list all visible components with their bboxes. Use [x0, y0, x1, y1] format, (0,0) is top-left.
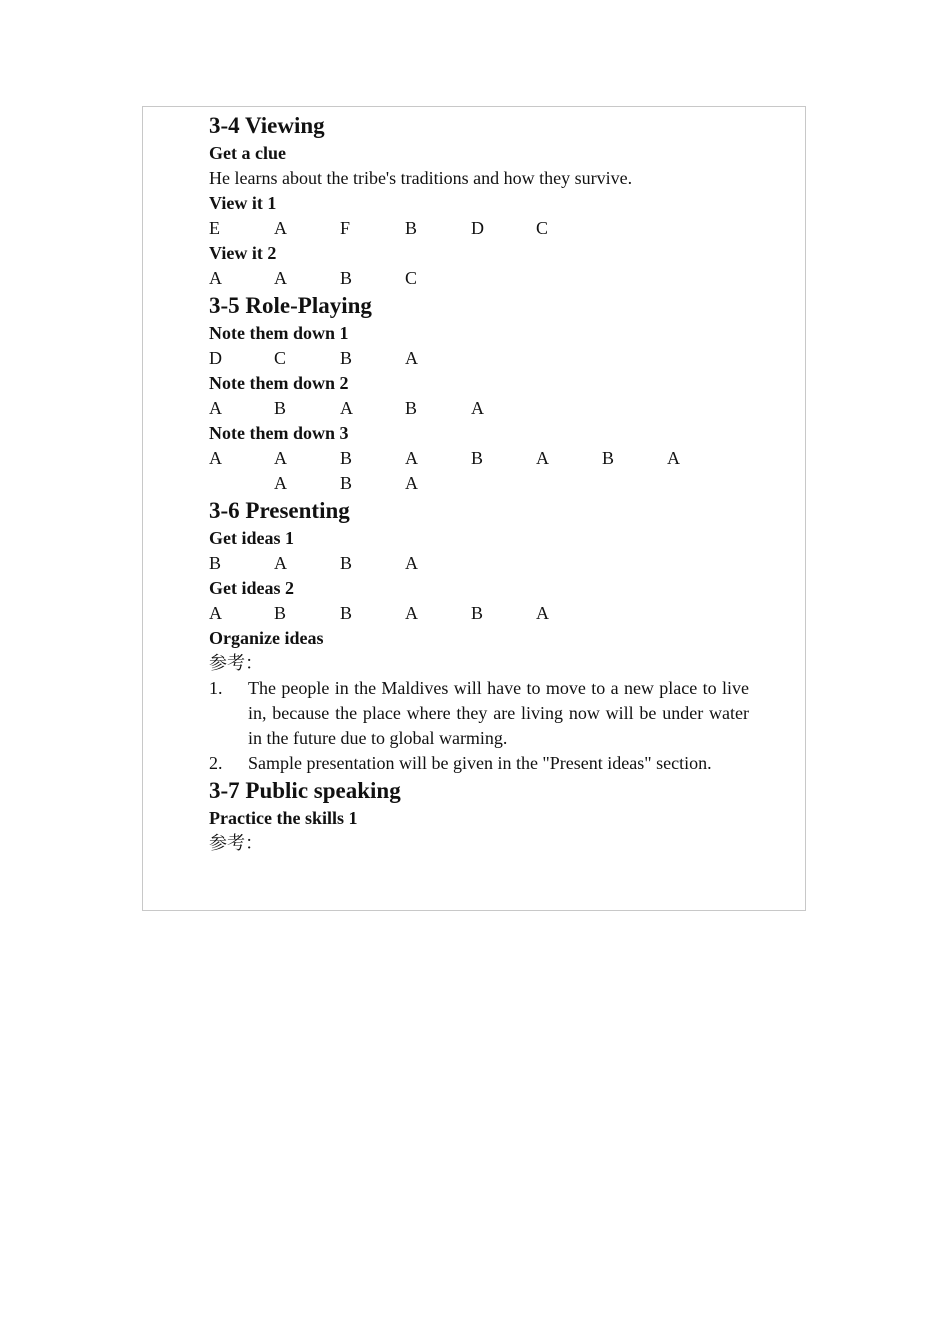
- organize-ideas-label: Organize ideas: [209, 628, 324, 648]
- answer-letter: B: [274, 603, 287, 623]
- answer-letter: C: [405, 268, 418, 288]
- list-item-text: Sample presentation will be given in the "Present ideas" section.: [248, 753, 712, 773]
- answer-letter: A: [405, 348, 418, 368]
- answer-letter: A: [471, 398, 484, 418]
- answer-letter: A: [209, 603, 222, 623]
- note-them-down-2-answers: [209, 396, 749, 421]
- answer-letter: B: [405, 398, 418, 418]
- document-page: [142, 106, 806, 911]
- answer-key-content: [209, 111, 749, 856]
- answer-letter: A: [209, 398, 222, 418]
- organize-ideas-list: [209, 676, 749, 776]
- answer-letter: A: [536, 448, 549, 468]
- answer-letter: B: [602, 448, 615, 468]
- reference-label: 参考：: [209, 833, 263, 853]
- practice-the-skills-1-label: Practice the skills 1: [209, 808, 358, 828]
- answer-letter: B: [340, 448, 353, 468]
- answer-letter: D: [209, 348, 222, 368]
- answer-letter: A: [405, 603, 418, 623]
- note-them-down-3-answers-row-1: [209, 446, 749, 471]
- section-3-4-title: 3-4 Viewing: [209, 113, 325, 138]
- list-item: [209, 751, 749, 776]
- answer-letter: A: [340, 398, 353, 418]
- answer-letter: A: [209, 448, 222, 468]
- section-3-7-title: 3-7 Public speaking: [209, 778, 401, 803]
- answer-letter: A: [274, 473, 287, 493]
- answer-letter: B: [340, 348, 353, 368]
- note-them-down-2-label: Note them down 2: [209, 373, 349, 393]
- answer-letter: B: [405, 218, 418, 238]
- answer-letter: A: [536, 603, 549, 623]
- answer-letter: F: [340, 218, 351, 238]
- answer-letter: E: [209, 218, 220, 238]
- note-them-down-3-label: Note them down 3: [209, 423, 349, 443]
- view-it-1-label: View it 1: [209, 193, 277, 213]
- answer-letter: B: [340, 268, 353, 288]
- answer-letter: B: [471, 603, 484, 623]
- get-ideas-1-answers: [209, 551, 749, 576]
- answer-letter: A: [405, 448, 418, 468]
- answer-letter: A: [405, 553, 418, 573]
- answer-letter: A: [274, 448, 287, 468]
- answer-letter: D: [471, 218, 484, 238]
- section-3-5-title: 3-5 Role-Playing: [209, 293, 372, 318]
- get-a-clue-label: Get a clue: [209, 143, 286, 163]
- answer-letter: B: [340, 553, 353, 573]
- note-them-down-1-answers: [209, 346, 749, 371]
- answer-letter: B: [274, 398, 287, 418]
- note-them-down-1-label: Note them down 1: [209, 323, 349, 343]
- note-them-down-3-answers-row-2: [209, 471, 749, 496]
- get-ideas-2-label: Get ideas 2: [209, 578, 294, 598]
- list-item-number: 2.: [209, 753, 223, 773]
- view-it-1-answers: [209, 216, 749, 241]
- answer-letter: B: [340, 603, 353, 623]
- get-a-clue-text: He learns about the tribe's traditions and how they survive.: [209, 168, 633, 188]
- answer-letter: A: [274, 268, 287, 288]
- answer-letter: A: [209, 268, 222, 288]
- answer-letter: B: [471, 448, 484, 468]
- answer-letter: B: [340, 473, 353, 493]
- answer-letter: C: [536, 218, 549, 238]
- answer-letter: A: [667, 448, 680, 468]
- get-ideas-2-answers: [209, 601, 749, 626]
- answer-letter: A: [405, 473, 418, 493]
- section-3-6-title: 3-6 Presenting: [209, 498, 350, 523]
- get-ideas-1-label: Get ideas 1: [209, 528, 294, 548]
- answer-letter: A: [274, 553, 287, 573]
- answer-letter: A: [274, 218, 287, 238]
- view-it-2-label: View it 2: [209, 243, 277, 263]
- answer-letter: C: [274, 348, 287, 368]
- list-item-text: The people in the Maldives will have to move to a new place to live in, because the place where they are living now will be under water in the future due to global warming.: [248, 678, 749, 748]
- list-item-number: 1.: [209, 678, 223, 698]
- reference-label: 参考：: [209, 653, 263, 673]
- view-it-2-answers: [209, 266, 749, 291]
- answer-letter: B: [209, 553, 222, 573]
- list-item: [209, 676, 749, 751]
